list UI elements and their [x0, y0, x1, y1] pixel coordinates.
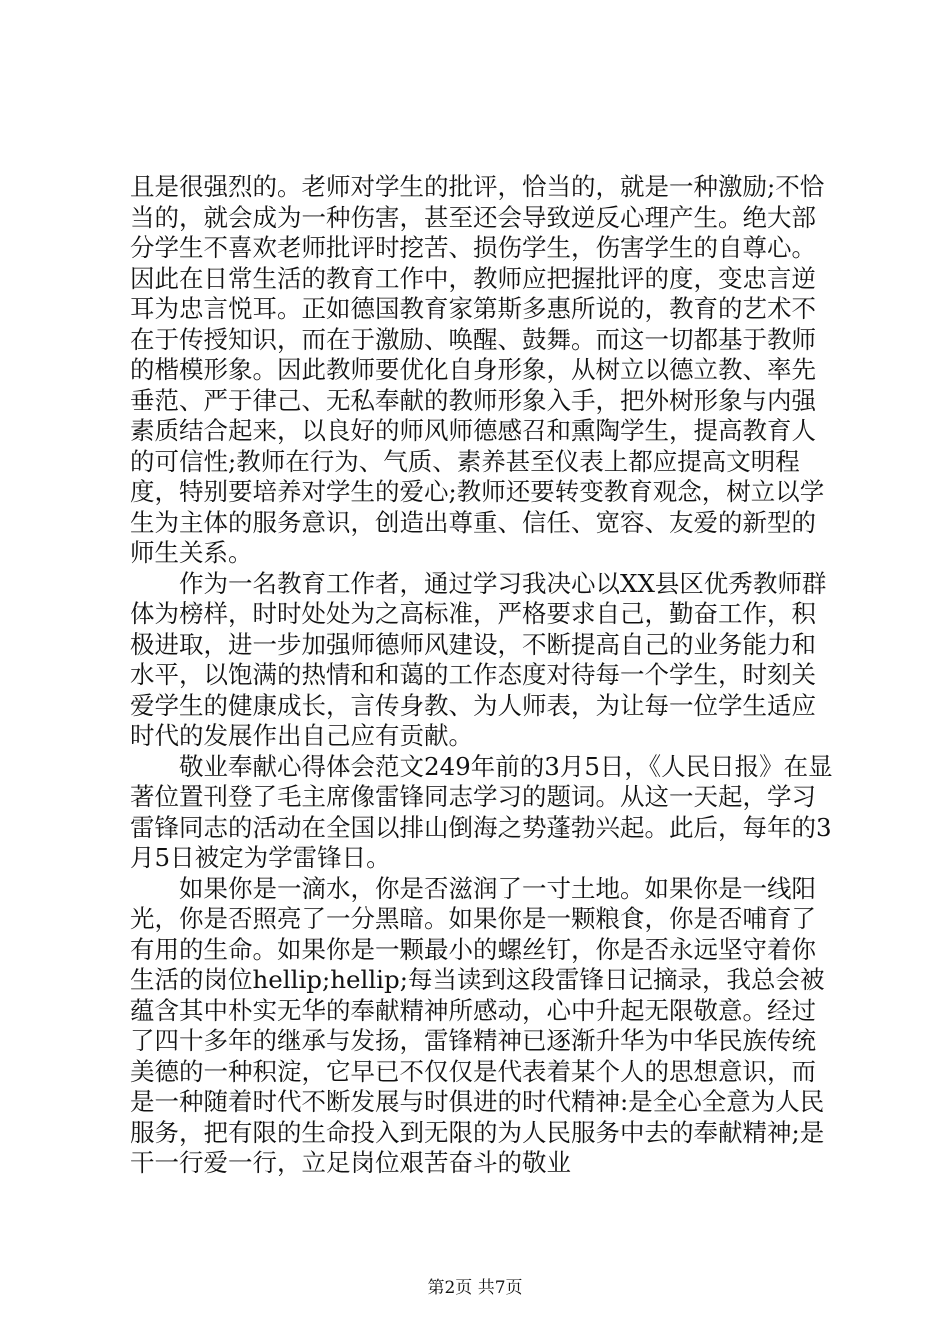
paragraph-1: 且是很强烈的。老师对学生的批评，恰当的，就是一种激励;不恰当的，就会成为一种伤害，甚至还会导致逆反心理产生。绝大部分学生不喜欢老师批评时挖苦、损伤学生，伤害学生的自尊心。因此在日常生活的教育工作中，教师应把握批评的度，变忠言逆耳为忠言悦耳。正如德国教育家第斯多惠所说的，教育的艺术不在于传授知识，而在于激励、唤醒、鼓舞。而这一切都基于教师的楷模形象。因此教师要优化自身形象，从树立以德立教、率先垂范、严于律己、无私奉献的教师形象入手，把外树形象与内强素质结合起来，以良好的师风师德感召和熏陶学生，提高教育人的可信性;教师在行为、气质、素养甚至仪表上都应提高文明程度，特别要培养对学生的爱心;教师还要转变教育观念，树立以学生为主体的服务意识，创造出尊重、信任、宽容、友爱的新型的师生关系。 — [130, 172, 825, 567]
body-text — [130, 172, 840, 1179]
page-number-footer: 第2页 共7页 — [427, 1278, 523, 1298]
paragraph-2: 作为一名教育工作者，通过学习我决心以XX县区优秀教师群体为榜样，时时处处为之高标准，严格要求自己，勤奋工作，积极进取，进一步加强师德师风建设，不断提高自己的业务能力和水平，以饱满的热情和和蔼的工作态度对待每一个学生，时刻关爱学生的健康成长，言传身教、为人师表，为让每一位学生适应时代的发展作出自己应有贡献。 — [130, 568, 827, 750]
paragraph-4: 如果你是一滴水，你是否滋润了一寸土地。如果你是一线阳光，你是否照亮了一分黑暗。如果你是一颗粮食，你是否哺育了有用的生命。如果你是一颗最小的螺丝钉，你是否永远坚守着你生活的岗位hellip;hellip;每当读到这段雷锋日记摘录，我总会被蕴含其中朴实无华的奉献精神所感动，心中升起无限敬意。经过了四十多年的继承与发扬，雷锋精神已逐渐升华为中华民族传统美德的一种积淀，它早已不仅仅是代表着某个人的思想意识，而是一种随着时代不断发展与时俱进的时代精神:是全心全意为人民服务，把有限的生命投入到无限的为人民服务中去的奉献精神;是干一行爱一行，立足岗位艰苦奋斗的敬业 — [130, 873, 825, 1177]
paragraph-3: 敬业奉献心得体会范文249年前的3月5日，《人民日报》在显著位置刊登了毛主席像雷锋同志学习的题词。从这一天起，学习雷锋同志的活动在全国以排山倒海之势蓬勃兴起。此后，每年的3月5日被定为学雷锋日。 — [130, 751, 833, 872]
